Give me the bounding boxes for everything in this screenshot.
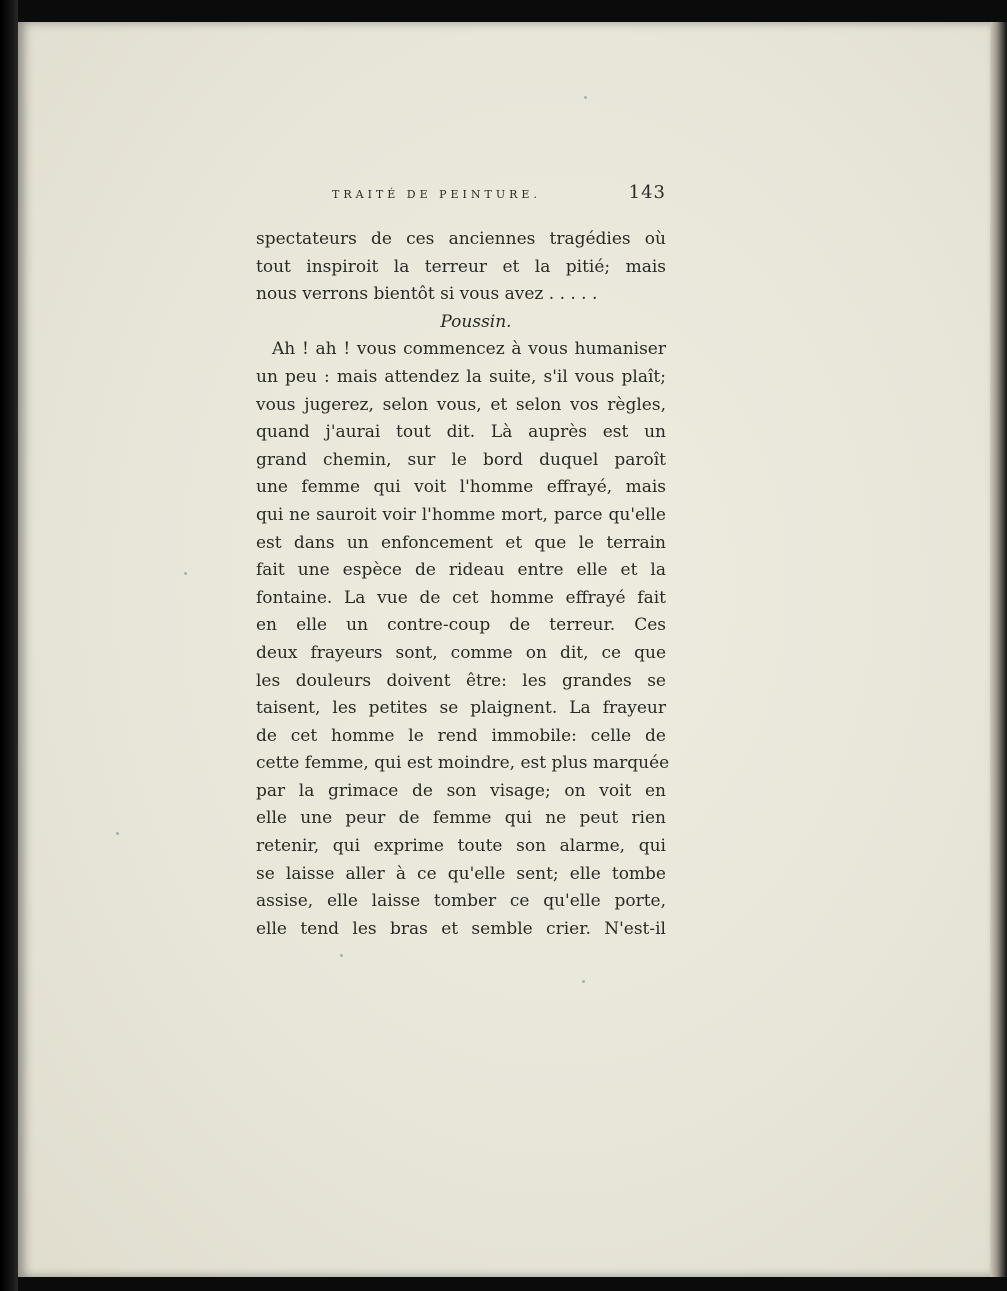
speaker-name: Poussin.	[440, 311, 512, 332]
text-line: un peu : mais attendez la suite, s'il vous plaît;	[256, 366, 666, 387]
paper-speck	[584, 96, 587, 99]
text-line: deux frayeurs sont, comme on dit, ce que	[256, 642, 666, 663]
text-line: en elle un contre-coup de terreur. Ces	[256, 615, 666, 636]
text-line: grand chemin, sur le bord duquel paroît	[256, 449, 666, 470]
text-line: elle tend les bras et semble crier. N'est-il	[256, 918, 666, 939]
text-line: taisent, les petites se plaignent. La frayeur	[256, 698, 666, 719]
text-line: est dans un enfoncement et que le terrain	[256, 532, 666, 553]
page-edge	[990, 22, 1007, 1277]
text-line: vous jugerez, selon vous, et selon vos règles,	[256, 394, 666, 415]
paper-speck	[116, 832, 119, 835]
running-title: TRAITÉ DE PEINTURE.	[332, 188, 541, 201]
text-line: quand j'aurai tout dit. Là auprès est un	[256, 422, 666, 443]
text-line: de cet homme le rend immobile: celle de	[256, 725, 666, 746]
text-line: spectateurs de ces anciennes tragédies où	[256, 229, 666, 249]
text-line: fontaine. La vue de cet homme effrayé fait	[256, 587, 666, 608]
text-line: assise, elle laisse tomber ce qu'elle porte,	[256, 891, 666, 912]
text-line: se laisse aller à ce qu'elle sent; elle tombe	[256, 863, 666, 884]
text-line: les douleurs doivent être: les grandes se	[256, 670, 666, 691]
text-line: elle une peur de femme qui ne peut rien	[256, 808, 666, 829]
text-line: Ah ! ah ! vous commencez à vous humaniser	[272, 339, 666, 360]
text-line: retenir, qui exprime toute son alarme, qui	[256, 836, 666, 857]
book-spine	[0, 0, 18, 1291]
text-line: tout inspiroit la terreur et la pitié; mais	[256, 256, 666, 277]
text-line: nous verrons bientôt si vous avez . . . . .	[256, 284, 598, 305]
paper-speck	[582, 980, 585, 983]
page-number: 143	[628, 182, 666, 203]
text-line: par la grimace de son visage; on voit en	[256, 780, 666, 801]
body-text	[256, 226, 670, 943]
text-line: fait une espèce de rideau entre elle et la	[256, 560, 666, 581]
text-line: une femme qui voit l'homme effrayé, mais	[256, 477, 666, 498]
text-line: qui ne sauroit voir l'homme mort, parce qu'elle	[256, 504, 666, 525]
paper-speck	[340, 954, 343, 957]
text-line: cette femme, qui est moindre, est plus marquée	[256, 753, 670, 774]
paper-speck	[184, 572, 187, 575]
running-header	[236, 166, 666, 206]
